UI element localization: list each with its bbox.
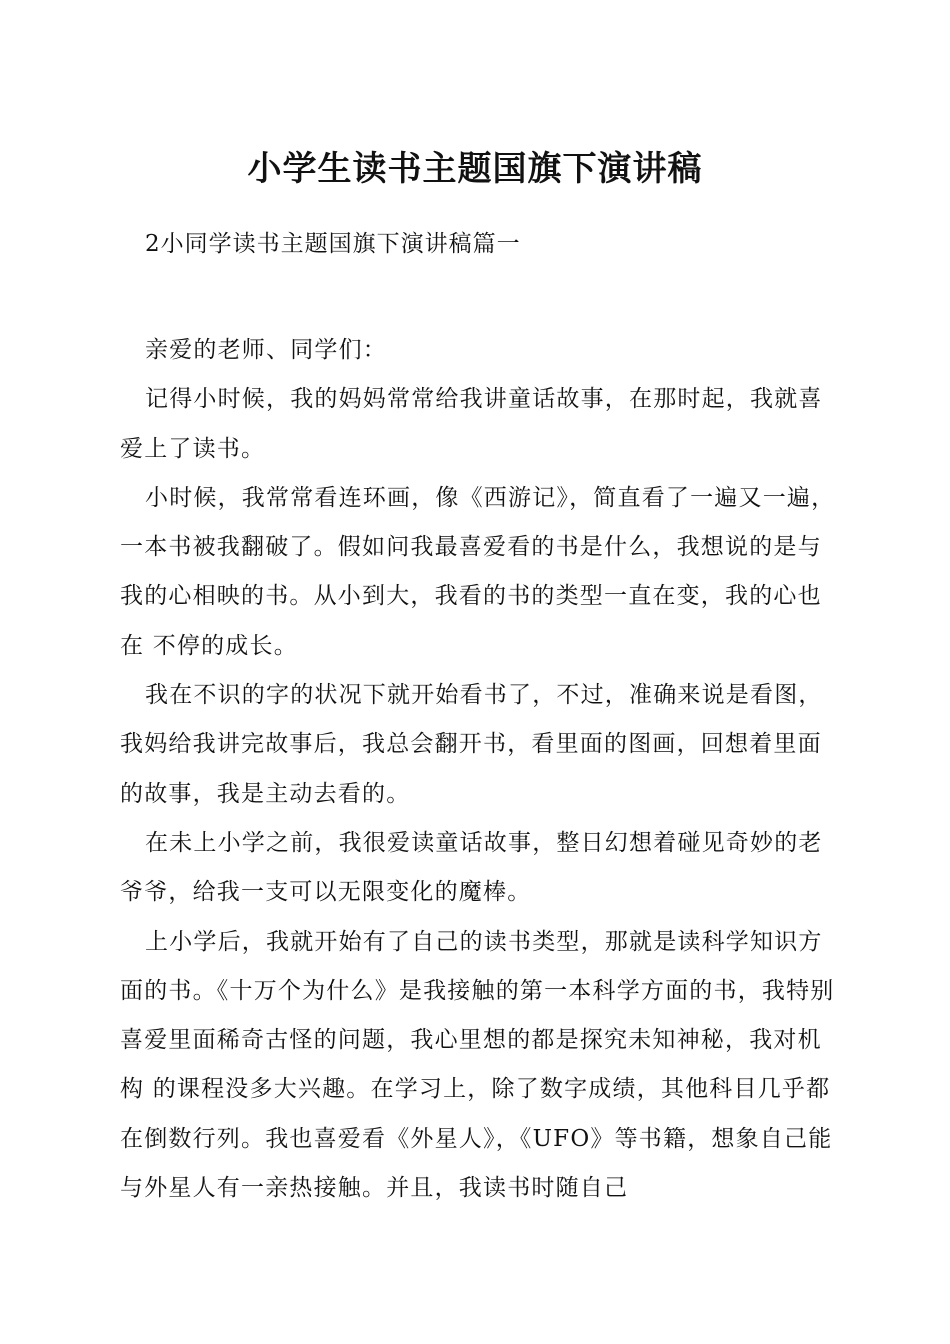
paragraph: 小时候，我常常看连环画，像《西游记》，简直看了一遍又一遍，一本书被我翻破了。假如问我最喜爱看的书是什么，我想说的是与我的心相映的书。从小到大，我看的书的类型一直在变，我的心也在 不停的成长。 xyxy=(120,484,836,659)
paragraph: 在未上小学之前，我很爱读童话故事，整日幻想着碰见奇妙的老爷爷，给我一支可以无限变化的魔棒。 xyxy=(120,829,823,906)
paragraph: 记得小时候，我的妈妈常常给我讲童话故事，在那时起，我就喜爱上了读书。 xyxy=(120,386,823,462)
document-subtitle: 2小同学读书主题国旗下演讲稿篇一 xyxy=(145,231,521,257)
document-title: 小学生读书主题国旗下演讲稿 xyxy=(247,149,703,189)
paragraph-greeting: 亲爱的老师、同学们： xyxy=(145,337,387,363)
paragraph: 上小学后，我就开始有了自己的读书类型，那就是读科学知识方面的书。《十万个为什么》是我接触的第一本科学方面的书，我特别喜爱里面稀奇古怪的问题，我心里想的都是探究未知神秘，我对机构 的课程没多大兴趣。在学习上，除了数字成绩，其他科目几乎都在倒数行列。我也喜爱看《外星人》，《UFO》等书籍，想象自己能与外星人有一亲热接触。并且，我读书时随自己 xyxy=(120,928,835,1202)
document-body xyxy=(120,326,845,1213)
paragraph: 我在不识的字的状况下就开始看书了，不过，准确来说是看图，我妈给我讲完故事后，我总会翻开书，看里面的图画，回想着里面的故事，我是主动去看的。 xyxy=(120,682,823,807)
